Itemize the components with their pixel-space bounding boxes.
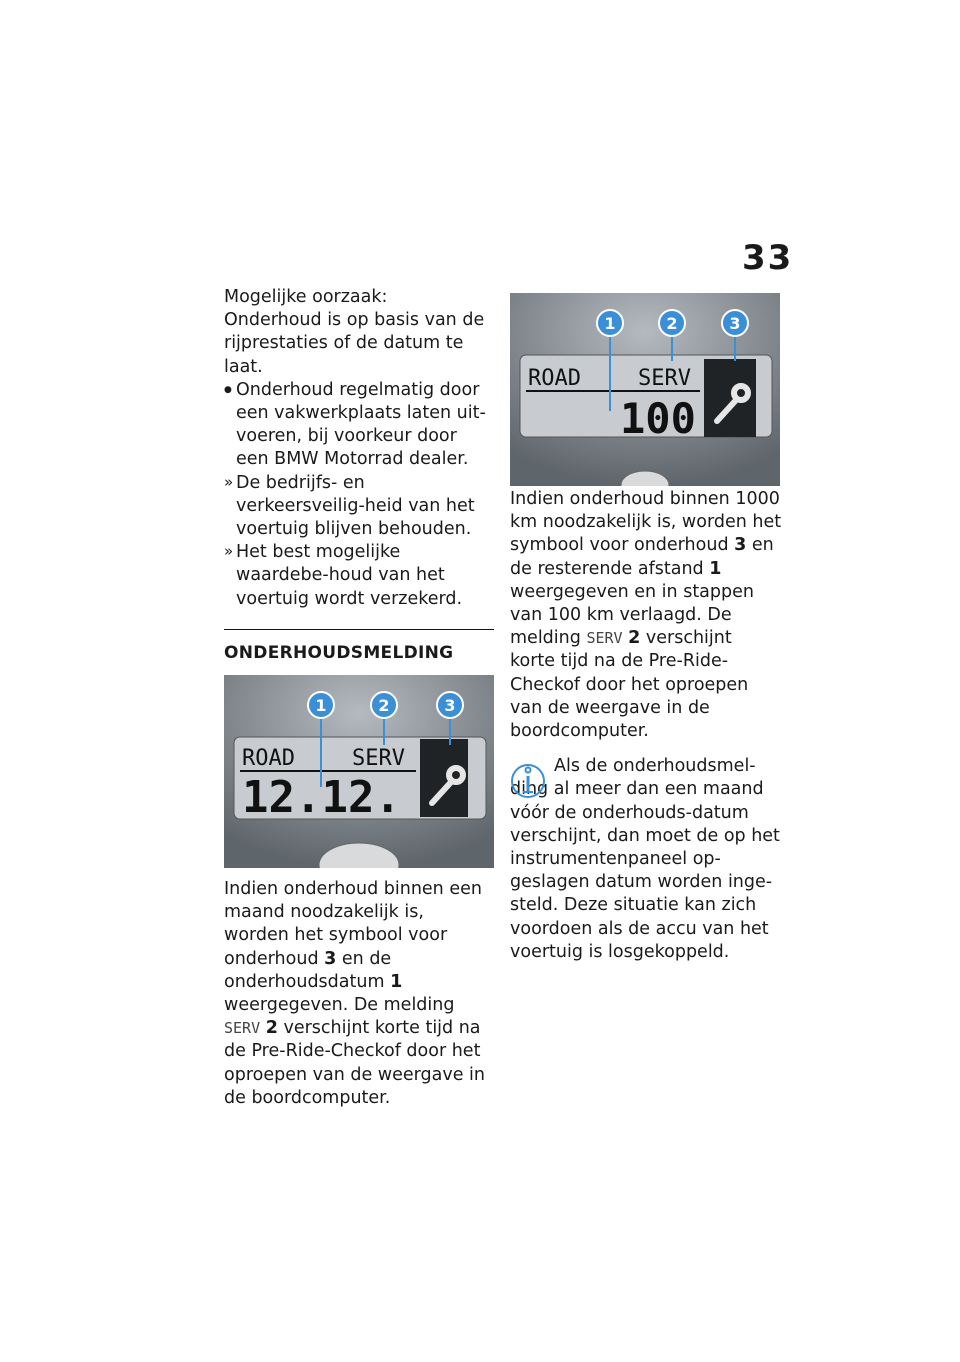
serv-code: SERV: [224, 1019, 261, 1038]
dashboard-figure-date: [224, 675, 494, 868]
cause-label: Mogelijke oorzaak:: [224, 287, 388, 307]
info-icon: [510, 757, 548, 801]
left-column: [224, 286, 494, 1110]
callout-3: 3: [444, 696, 456, 716]
date-paragraph: Indien onderhoud binnen een maand noodzakelijk is, worden het symbool voor onderhoud 3 en de onderhoudsdatum 1 weergegeven. De melding SERV 2 verschijnt korte tijd na de Pre-Ride-Checkof door het oproepen van de weergave in de boordcomputer.: [224, 879, 486, 1108]
right-column: [510, 488, 782, 964]
result-item: » Het best mogelijke waardebe-houd van het voertuig wordt verzekerd.: [224, 541, 494, 611]
display-date-value: 12.12.: [242, 772, 401, 824]
section-divider: [224, 629, 494, 630]
display-serv-label: SERV: [352, 746, 405, 772]
display-distance-value: 100: [620, 394, 696, 443]
callout-2: 2: [378, 696, 390, 716]
result-item: » De bedrijfs- en verkeersveilig-heid van het voertuig blijven behouden.: [224, 472, 494, 542]
serv-code: SERV: [586, 629, 623, 648]
info-note: [510, 755, 782, 964]
callout-3: 3: [729, 314, 741, 333]
action-bullet: ● Onderhoud regelmatig door een vakwerkplaats laten uit-voeren, bij voorkeur door een BMW Motorrad dealer.: [224, 379, 494, 472]
cause-text: Onderhoud is op basis van de rijprestaties of de datum te laat.: [224, 310, 485, 377]
display-serv-label: SERV: [638, 366, 691, 391]
callout-1: 1: [604, 314, 616, 333]
dashboard-illustration: [224, 675, 494, 868]
display-road-label: ROAD: [242, 746, 295, 772]
section-heading: ONDERHOUDSMELDING: [224, 642, 454, 663]
callout-2: 2: [666, 314, 678, 333]
callout-1: 1: [315, 696, 327, 716]
dashboard-illustration: [510, 293, 780, 486]
info-text: Als de onderhoudsmel-ding al meer dan een maand vóór de onderhouds-datum verschijnt, dan moet de op het instrumentenpaneel op-geslagen datum worden inge-steld. Deze situatie kan zich voordoen als de accu van het voertuig is losgekoppeld.: [510, 756, 780, 962]
distance-paragraph: Indien onderhoud binnen 1000 km noodzakelijk is, worden het symbool voor onderhoud 3 en de resterende afstand 1 weergegeven en in stappen van 100 km verlaagd. De melding SERV 2 verschijnt korte tijd na de Pre-Ride-Checkof door het oproepen van de weergave in de boordcomputer.: [510, 489, 782, 742]
display-road-label: ROAD: [528, 366, 581, 391]
dashboard-figure-distance: [510, 293, 780, 486]
page-number: 33: [742, 238, 794, 278]
